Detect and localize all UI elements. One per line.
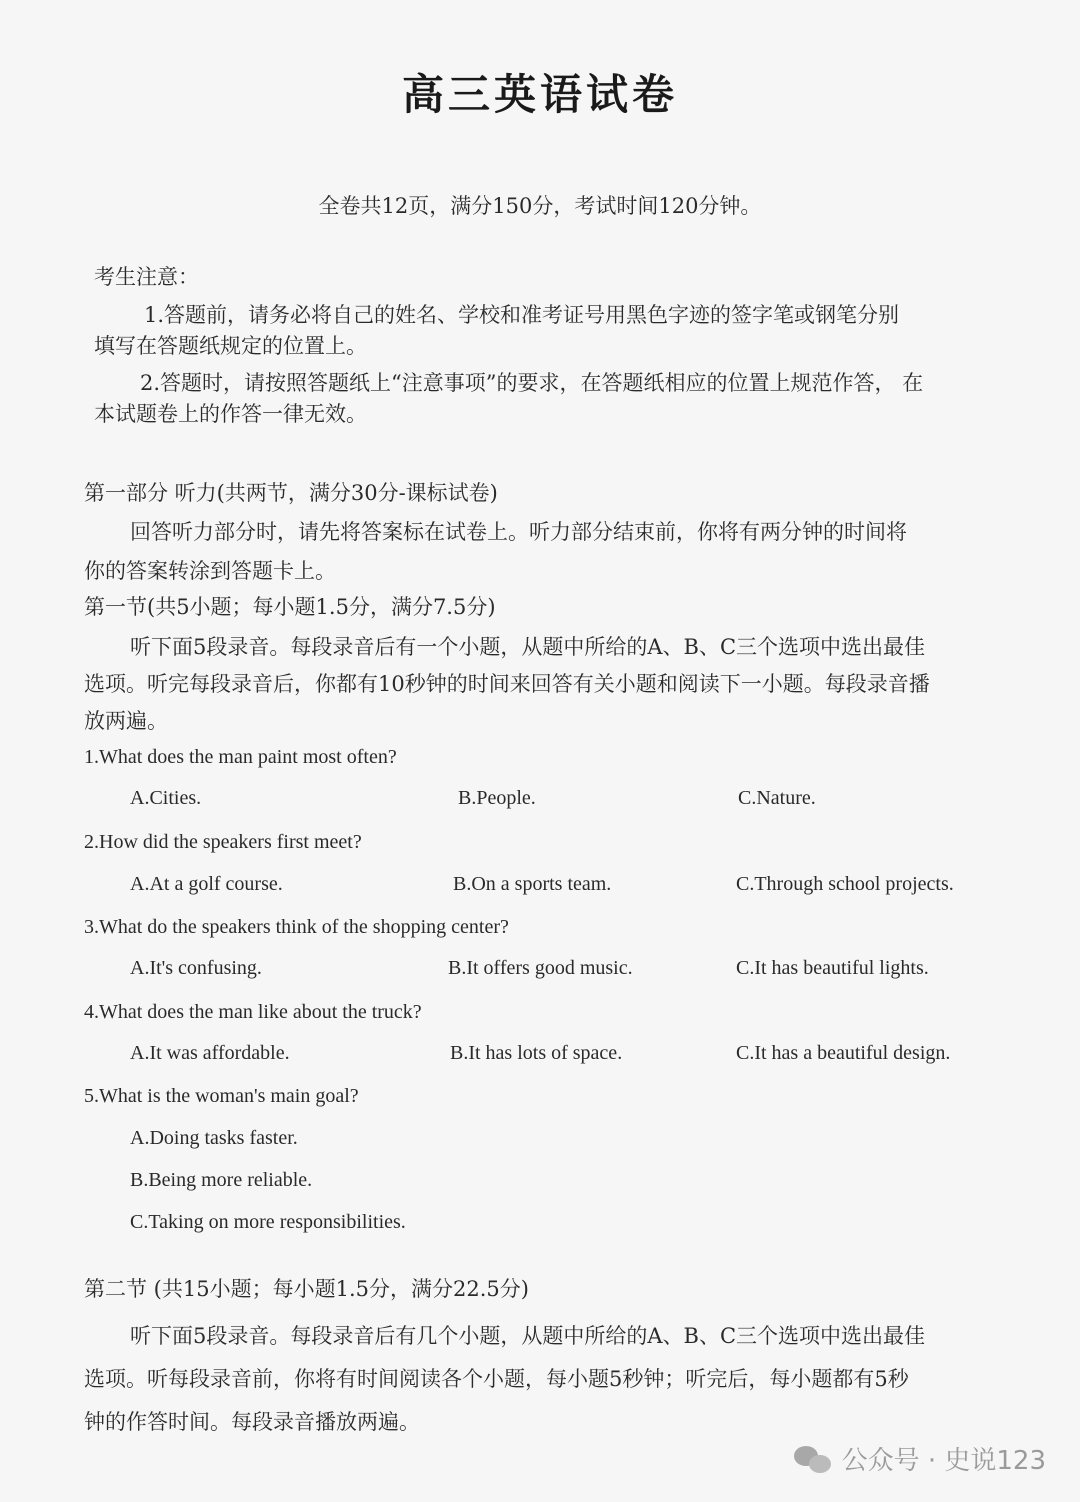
question-stem: 4.What does the man like about the truck?	[84, 1001, 422, 1023]
note-item-2-line-1: 2.答题时，请按照答题纸上“注意事项”的要求，在答题纸相应的位置上规范作答， 在	[140, 371, 924, 395]
part1-heading: 第一部分 听力(共两节，满分30分-课标试卷)	[84, 481, 498, 505]
section1-heading: 第一节(共5小题；每小题1.5分，满分7.5分)	[84, 595, 496, 619]
question-option-c: C.It has beautiful lights.	[736, 957, 929, 979]
question-option-a: A.Cities.	[130, 787, 202, 809]
question-stem: 1.What does the man paint most often?	[84, 746, 397, 768]
question-option-c: C.Through school projects.	[736, 873, 954, 895]
question-option-b: B.People.	[458, 787, 536, 809]
question-stem: 5.What is the woman's main goal?	[84, 1085, 359, 1107]
question-option-b: B.It offers good music.	[448, 957, 633, 979]
watermark	[794, 1440, 1046, 1477]
watermark-text: 公众号 · 史说123	[841, 1446, 1046, 1476]
question-option-a: A.It's confusing.	[130, 957, 262, 979]
question-option-c: C.It has a beautiful design.	[736, 1042, 951, 1064]
exam-title: 高三英语试卷	[401, 70, 678, 119]
wechat-icon	[794, 1444, 832, 1474]
question-option-c: C.Nature.	[738, 787, 816, 809]
question-option-b: B.Being more reliable.	[130, 1169, 313, 1191]
section1-intro-line-3: 放两遍。	[84, 709, 168, 733]
question-stem: 2.How did the speakers first meet?	[84, 831, 362, 853]
part1-intro-line-1: 回答听力部分时，请先将答案标在试卷上。听力部分结束前，你将有两分钟的时间将	[130, 520, 907, 544]
notes-heading: 考生注意：	[94, 265, 199, 289]
question-option-a: A.At a golf course.	[130, 873, 283, 895]
question-option-b: B.It has lots of space.	[450, 1042, 623, 1064]
section2-intro-line-3: 钟的作答时间。每段录音播放两遍。	[84, 1410, 420, 1434]
question-stem: 3.What do the speakers think of the shopping center?	[84, 916, 509, 938]
section1-intro-line-1: 听下面5段录音。每段录音后有一个小题，从题中所给的A、B、C三个选项中选出最佳	[130, 635, 926, 659]
question-option-c: C.Taking on more responsibilities.	[130, 1211, 406, 1233]
note-item-1-line-1: 1.答题前，请务必将自己的姓名、学校和准考证号用黑色字迹的签字笔或钢笔分别	[144, 303, 900, 327]
part1-intro-line-2: 你的答案转涂到答题卡上。	[84, 559, 336, 583]
section2-intro-line-2: 选项。听每段录音前，你将有时间阅读各个小题，每小题5秒钟；听完后，每小题都有5秒	[84, 1367, 909, 1391]
question-option-b: B.On a sports team.	[453, 873, 612, 895]
note-item-2-line-2: 本试题卷上的作答一律无效。	[94, 402, 367, 426]
section2-heading: 第二节 (共15小题；每小题1.5分，满分22.5分)	[84, 1277, 529, 1301]
question-option-a: A.Doing tasks faster.	[130, 1127, 298, 1149]
section1-intro-line-2: 选项。听完每段录音后，你都有10秒钟的时间来回答有关小题和阅读下一小题。每段录音播	[84, 672, 930, 696]
note-item-1-line-2: 填写在答题纸规定的位置上。	[94, 334, 367, 358]
exam-info: 全卷共12页，满分150分，考试时间120分钟。	[318, 194, 762, 218]
question-option-a: A.It was affordable.	[130, 1042, 290, 1064]
section2-intro-line-1: 听下面5段录音。每段录音后有几个小题，从题中所给的A、B、C三个选项中选出最佳	[130, 1324, 926, 1348]
